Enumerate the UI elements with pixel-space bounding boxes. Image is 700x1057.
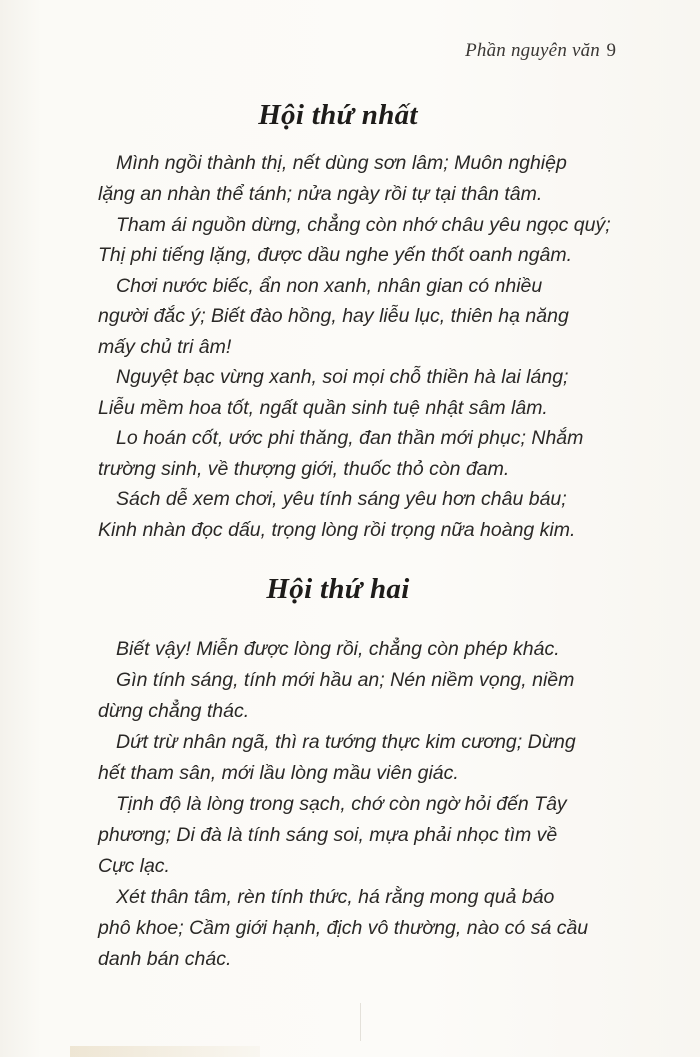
verse-line: Kinh nhàn đọc dấu, trọng lòng rồi trọng nữa hoàng kim.: [98, 519, 576, 541]
verse-line: Lo hoán cốt, ước phi thăng, đan thần mới phục; Nhắm: [116, 427, 584, 449]
verse-line: Nguyệt bạc vừng xanh, soi mọi chỗ thiền hà lai láng;: [116, 366, 569, 388]
verse-line: lặng an nhàn thể tánh; nửa ngày rồi tự tại thân tâm.: [98, 183, 543, 205]
verse-line: phương; Di đà là tính sáng soi, mựa phải nhọc tìm về: [98, 824, 558, 846]
section-title-hoi-thu-nhat: Hội thứ nhất: [258, 99, 418, 131]
verse-line: Biết vậy! Miễn được lòng rồi, chẳng còn phép khác.: [116, 638, 560, 660]
verse-line: Tham ái nguồn dừng, chẳng còn nhớ châu yêu ngọc quý;: [116, 214, 611, 236]
verse-line: Thị phi tiếng lặng, được dầu nghe yến thốt oanh ngâm.: [98, 244, 573, 266]
verse-line: người đắc ý; Biết đào hồng, hay liễu lục, thiên hạ năng: [98, 305, 569, 327]
verse-line: Chơi nước biếc, ẩn non xanh, nhân gian có nhiều: [116, 275, 543, 297]
page-number: 9: [606, 40, 616, 61]
page-crease: [360, 1003, 361, 1041]
verse-line: Sách dễ xem chơi, yêu tính sáng yêu hơn châu báu;: [116, 488, 567, 510]
verse-line: danh bán chác.: [98, 948, 232, 970]
verse-line: Liễu mềm hoa tốt, ngất quần sinh tuệ nhật sâm lâm.: [98, 397, 548, 419]
verse-line: hết tham sân, mới lầu lòng mầu viên giác.: [98, 762, 459, 784]
section-title-hoi-thu-hai: Hội thứ hai: [266, 573, 410, 605]
verse-line: Tịnh độ là lòng trong sạch, chớ còn ngờ hỏi đến Tây: [116, 793, 567, 815]
verse-line: phô khoe; Cầm giới hạnh, địch vô thường, nào có sá cầu: [98, 917, 589, 939]
verse-line: Gìn tính sáng, tính mới hầu an; Nén niềm vọng, niềm: [116, 669, 575, 691]
page-edge-tint: [70, 1046, 260, 1057]
verse-line: mấy chủ tri âm!: [98, 336, 232, 358]
verse-line: dừng chẳng thác.: [98, 700, 250, 722]
verse-line: Mình ngồi thành thị, nết dùng sơn lâm; Muôn nghiệp: [116, 152, 567, 174]
verse-line: Cực lạc.: [98, 855, 170, 877]
verse-line: Xét thân tâm, rèn tính thức, há rằng mong quả báo: [116, 886, 555, 908]
running-head-title: Phần nguyên văn: [465, 40, 600, 61]
verse-line: Dứt trừ nhân ngã, thì ra tướng thực kim cương; Dừng: [116, 731, 576, 753]
verse-line: trường sinh, về thượng giới, thuốc thỏ còn đam.: [98, 458, 510, 480]
